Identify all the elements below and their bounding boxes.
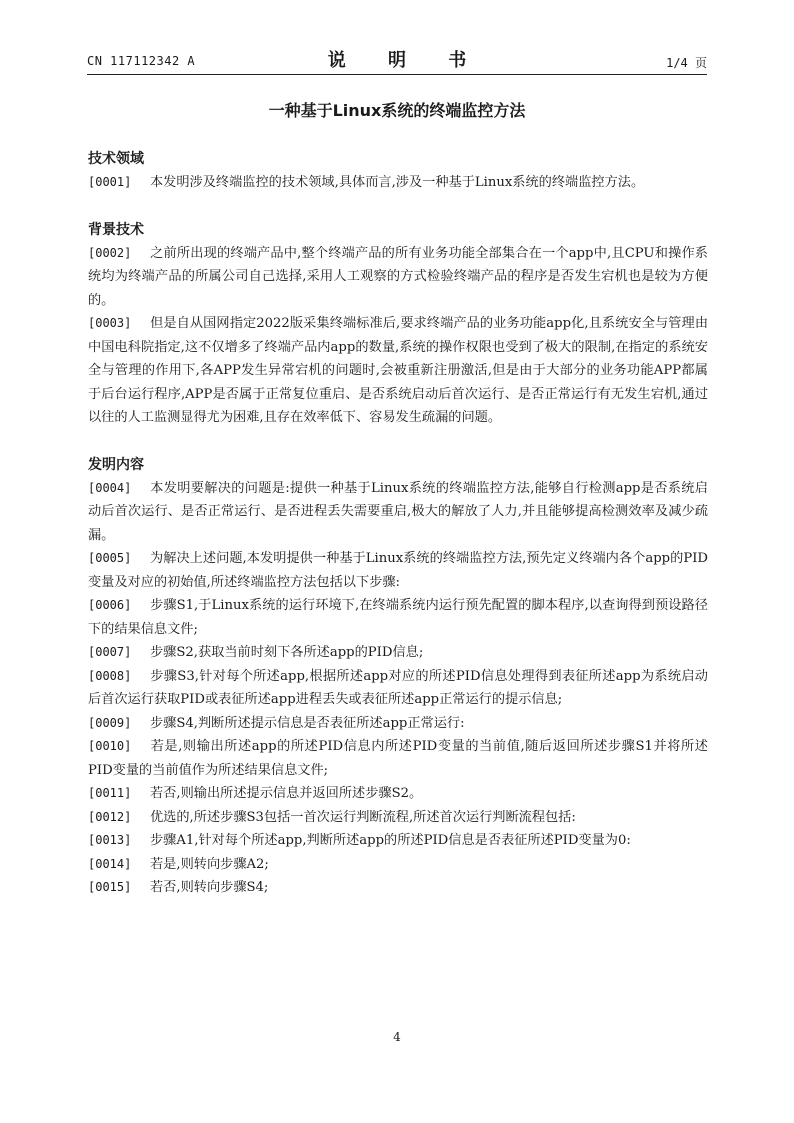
paragraph-number: [0015] xyxy=(88,880,132,894)
paragraph-number: [0012] xyxy=(88,809,132,824)
paragraph xyxy=(88,477,708,548)
page-indicator: 1/4 页 xyxy=(666,56,707,70)
paragraph-text: 步骤S4,判断所述提示信息是否表征所述app正常运行: xyxy=(150,715,465,731)
paragraph-number: [0001] xyxy=(88,175,132,189)
paragraph-number: [0014] xyxy=(88,856,132,871)
paragraph xyxy=(88,665,708,712)
paragraph-number: [0002] xyxy=(88,245,132,260)
patent-number: CN 117112342 A xyxy=(87,54,196,68)
paragraph-text: 之前所出现的终端产品中,整个终端产品的所有业务功能全部集合在一个app中,且CPU和操作系统均为终端产品的所属公司自己选择,采用人工观察的方式检验终端产品的程序是否发生宕机也是较为方便的。 xyxy=(88,245,708,308)
section-summary xyxy=(88,454,708,900)
paragraph xyxy=(88,171,708,195)
document-title: 一种基于Linux系统的终端监控方法 xyxy=(268,101,526,120)
paragraph-number: [0005] xyxy=(88,551,132,565)
paragraph-text: 本发明涉及终端监控的技术领域,具体而言,涉及一种基于Linux系统的终端监控方法。 xyxy=(150,175,645,190)
paragraph xyxy=(88,712,708,736)
paragraph-number: [0003] xyxy=(88,316,132,330)
paragraph xyxy=(88,876,708,900)
paragraph-text: 但是自从国网指定2022版采集终端标准后,要求终端产品的业务功能app化,且系统安全与管理由中国电科院指定,这不仅增多了终端产品内app的数量,系统的操作权限也受到了极大的限制,在指定的系统安全与管理的作用下,各APP发生异常宕机的问题时,会被重新注册激活,但是由于大部分的业务功能APP都属于后台运行程序,APP是否属于正常复位重启、是否系统启动后首次运行、是否正常运行有无发生宕机,通过以往的人工监测显得尤为困难,且存在效率低下、容易发生疏漏的问题。 xyxy=(88,316,708,425)
document-type: 说 明 书 xyxy=(327,50,485,71)
paragraph-text: 优选的,所述步骤S3包括一首次运行判断流程,所述首次运行判断流程包括: xyxy=(150,809,576,825)
paragraph xyxy=(88,782,708,806)
paragraph xyxy=(88,735,708,782)
paragraph xyxy=(88,594,708,641)
paragraph-text: 若是,则输出所述app的所述PID信息内所述PID变量的当前值,随后返回所述步骤S1并将所述PID变量的当前值作为所述结果信息文件; xyxy=(88,739,708,778)
section-background xyxy=(88,219,708,430)
section-heading: 背景技术 xyxy=(88,221,144,238)
paragraph-text: 步骤A1,针对每个所述app,判断所述app的所述PID信息是否表征所述PID变量为0: xyxy=(150,833,631,848)
paragraph-text: 步骤S3,针对每个所述app,根据所述app对应的所述PID信息处理得到表征所述app为系统启动后首次运行获取PID或表征所述app进程丢失或表征所述app正常运行的提示信息; xyxy=(88,668,708,707)
paragraph-text: 若是,则转向步骤A2; xyxy=(150,856,269,872)
paragraph-number: [0013] xyxy=(88,833,132,847)
paragraph-text: 步骤S2,获取当前时刻下各所述app的PID信息; xyxy=(150,645,424,660)
paragraph-text: 为解决上述问题,本发明提供一种基于Linux系统的终端监控方法,预先定义终端内各个app的PID变量及对应的初始值,所述终端监控方法包括以下步骤: xyxy=(88,551,708,590)
paragraph-text: 本发明要解决的问题是:提供一种基于Linux系统的终端监控方法,能够自行检测app是否系统启动后首次运行、是否正常运行、是否进程丢失需要重启,极大的解放了人力,并且能够提高检测效率及减少疏漏。 xyxy=(88,480,708,543)
section-heading: 技术领域 xyxy=(88,151,144,167)
paragraph-number: [0009] xyxy=(88,715,132,730)
paragraph xyxy=(88,641,708,665)
paragraph-number: [0008] xyxy=(88,668,132,683)
paragraph xyxy=(88,242,708,313)
section-heading: 发明内容 xyxy=(88,456,144,473)
paragraph-number: [0011] xyxy=(88,786,132,800)
page-header xyxy=(87,44,707,75)
paragraph-text: 若否,则转向步骤S4; xyxy=(150,880,269,895)
section-technical-field xyxy=(88,148,708,195)
paragraph xyxy=(88,806,708,830)
paragraph xyxy=(88,312,708,430)
paragraph-number: [0007] xyxy=(88,645,132,659)
paragraph-text: 步骤S1,于Linux系统的运行环境下,在终端系统内运行预先配置的脚本程序,以查询得到预设路径下的结果信息文件; xyxy=(88,598,708,637)
paragraph-number: [0004] xyxy=(88,480,132,495)
document-body xyxy=(88,148,708,924)
paragraph xyxy=(88,853,708,877)
paragraph xyxy=(88,547,708,594)
paragraph xyxy=(88,829,708,853)
paragraph-number: [0006] xyxy=(88,598,132,612)
paragraph-number: [0010] xyxy=(88,739,132,753)
page-number: 4 xyxy=(393,1030,401,1044)
paragraph-text: 若否,则输出所述提示信息并返回所述步骤S2。 xyxy=(150,786,423,801)
